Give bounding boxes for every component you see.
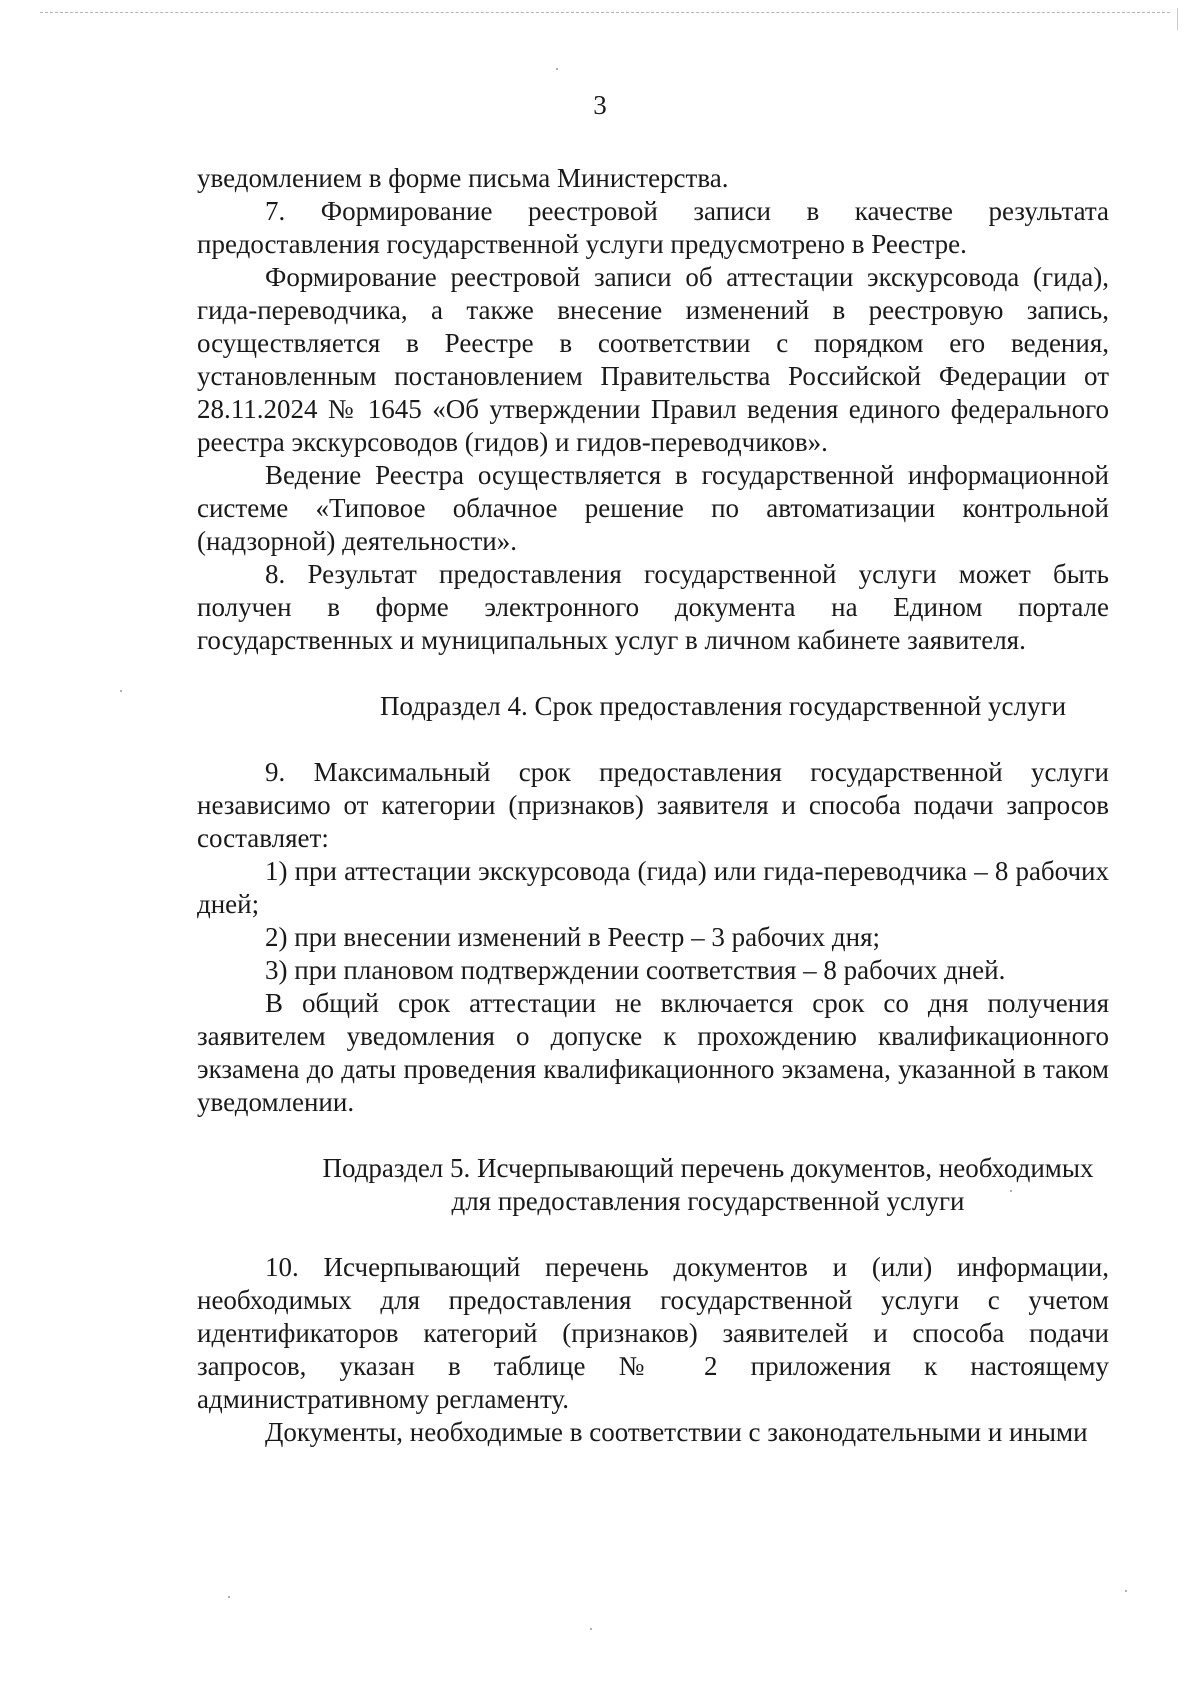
subsection-5-heading <box>197 1152 1109 1218</box>
paragraph-registry-entry: Формирование реестровой записи об аттестации экскурсовода (гида), гида-переводчика, а также внесение изменений в реестровую запись, осуществляется в Реестре в соответствии с порядком его ведения, установленным постановлением Правительства Российской Федерации от 28.11.2024 № 1645 «Об утверждении Правил ведения единого федерального реестра экскурсоводов (гидов) и гидов-переводчиков». <box>197 262 1109 457</box>
scan-right-mark <box>1177 8 1178 30</box>
scan-speck <box>1010 1190 1012 1192</box>
subsection-5-heading-line-1: Подраздел 5. Исчерпывающий перечень документов, необходимых <box>322 1153 1094 1183</box>
page-number: 3 <box>593 90 607 120</box>
paragraph-continuation: уведомлением в форме письма Министерства. <box>197 163 729 193</box>
scan-speck <box>120 690 122 692</box>
scan-speck <box>556 68 558 70</box>
paragraph-term-exclusion: В общий срок аттестации не включается срок со дня получения заявителем уведомления о допуске к прохождению квалификационного экзамена до даты проведения квалификационного экзамена, указанной в таком уведомлении. <box>197 988 1109 1117</box>
subsection-5-heading-line-2: для предоставления государственной услуги <box>451 1186 965 1216</box>
paragraph-documents: Документы, необходимые в соответствии с законодательными и иными <box>265 1417 1088 1447</box>
subsection-4-heading: Подраздел 4. Срок предоставления государственной услуги <box>379 691 1067 721</box>
scan-speck <box>590 1628 592 1630</box>
paragraph-registry-system: Ведение Реестра осуществляется в государственной информационной системе «Типовое облачное решение по автоматизации контрольной (надзорной) деятельности». <box>197 460 1109 556</box>
paragraph-item-7: 7. Формирование реестровой записи в качестве результата предоставления государственной услуги предусмотрено в Реестре. <box>197 196 1109 259</box>
paragraph-item-9: 9. Максимальный срок предоставления государственной услуги независимо от категории (признаков) заявителя и способа подачи запросов составляет: <box>197 757 1109 853</box>
list-item-3: 3) при плановом подтверждении соответствия – 8 рабочих дней. <box>265 955 1006 985</box>
list-item-2: 2) при внесении изменений в Реестр – 3 рабочих дня; <box>265 922 881 952</box>
scan-speck <box>1125 1590 1127 1592</box>
paragraph-item-10: 10. Исчерпывающий перечень документов и (или) информации, необходимых для предоставления государственной услуги с учетом идентификаторов категорий (признаков) заявителей и способа подачи запросов, указан в таблице № 2 приложения к настоящему административному регламенту. <box>197 1252 1109 1414</box>
list-item-1: 1) при аттестации экскурсовода (гида) или гида-переводчика – 8 рабочих дней; <box>197 856 1109 919</box>
document-body <box>197 162 1109 1449</box>
scan-speck <box>228 1596 230 1598</box>
paragraph-item-8: 8. Результат предоставления государственной услуги может быть получен в форме электронного документа на Едином портале государственных и муниципальных услуг в личном кабинете заявителя. <box>197 559 1109 655</box>
scan-top-edge <box>40 12 1170 13</box>
